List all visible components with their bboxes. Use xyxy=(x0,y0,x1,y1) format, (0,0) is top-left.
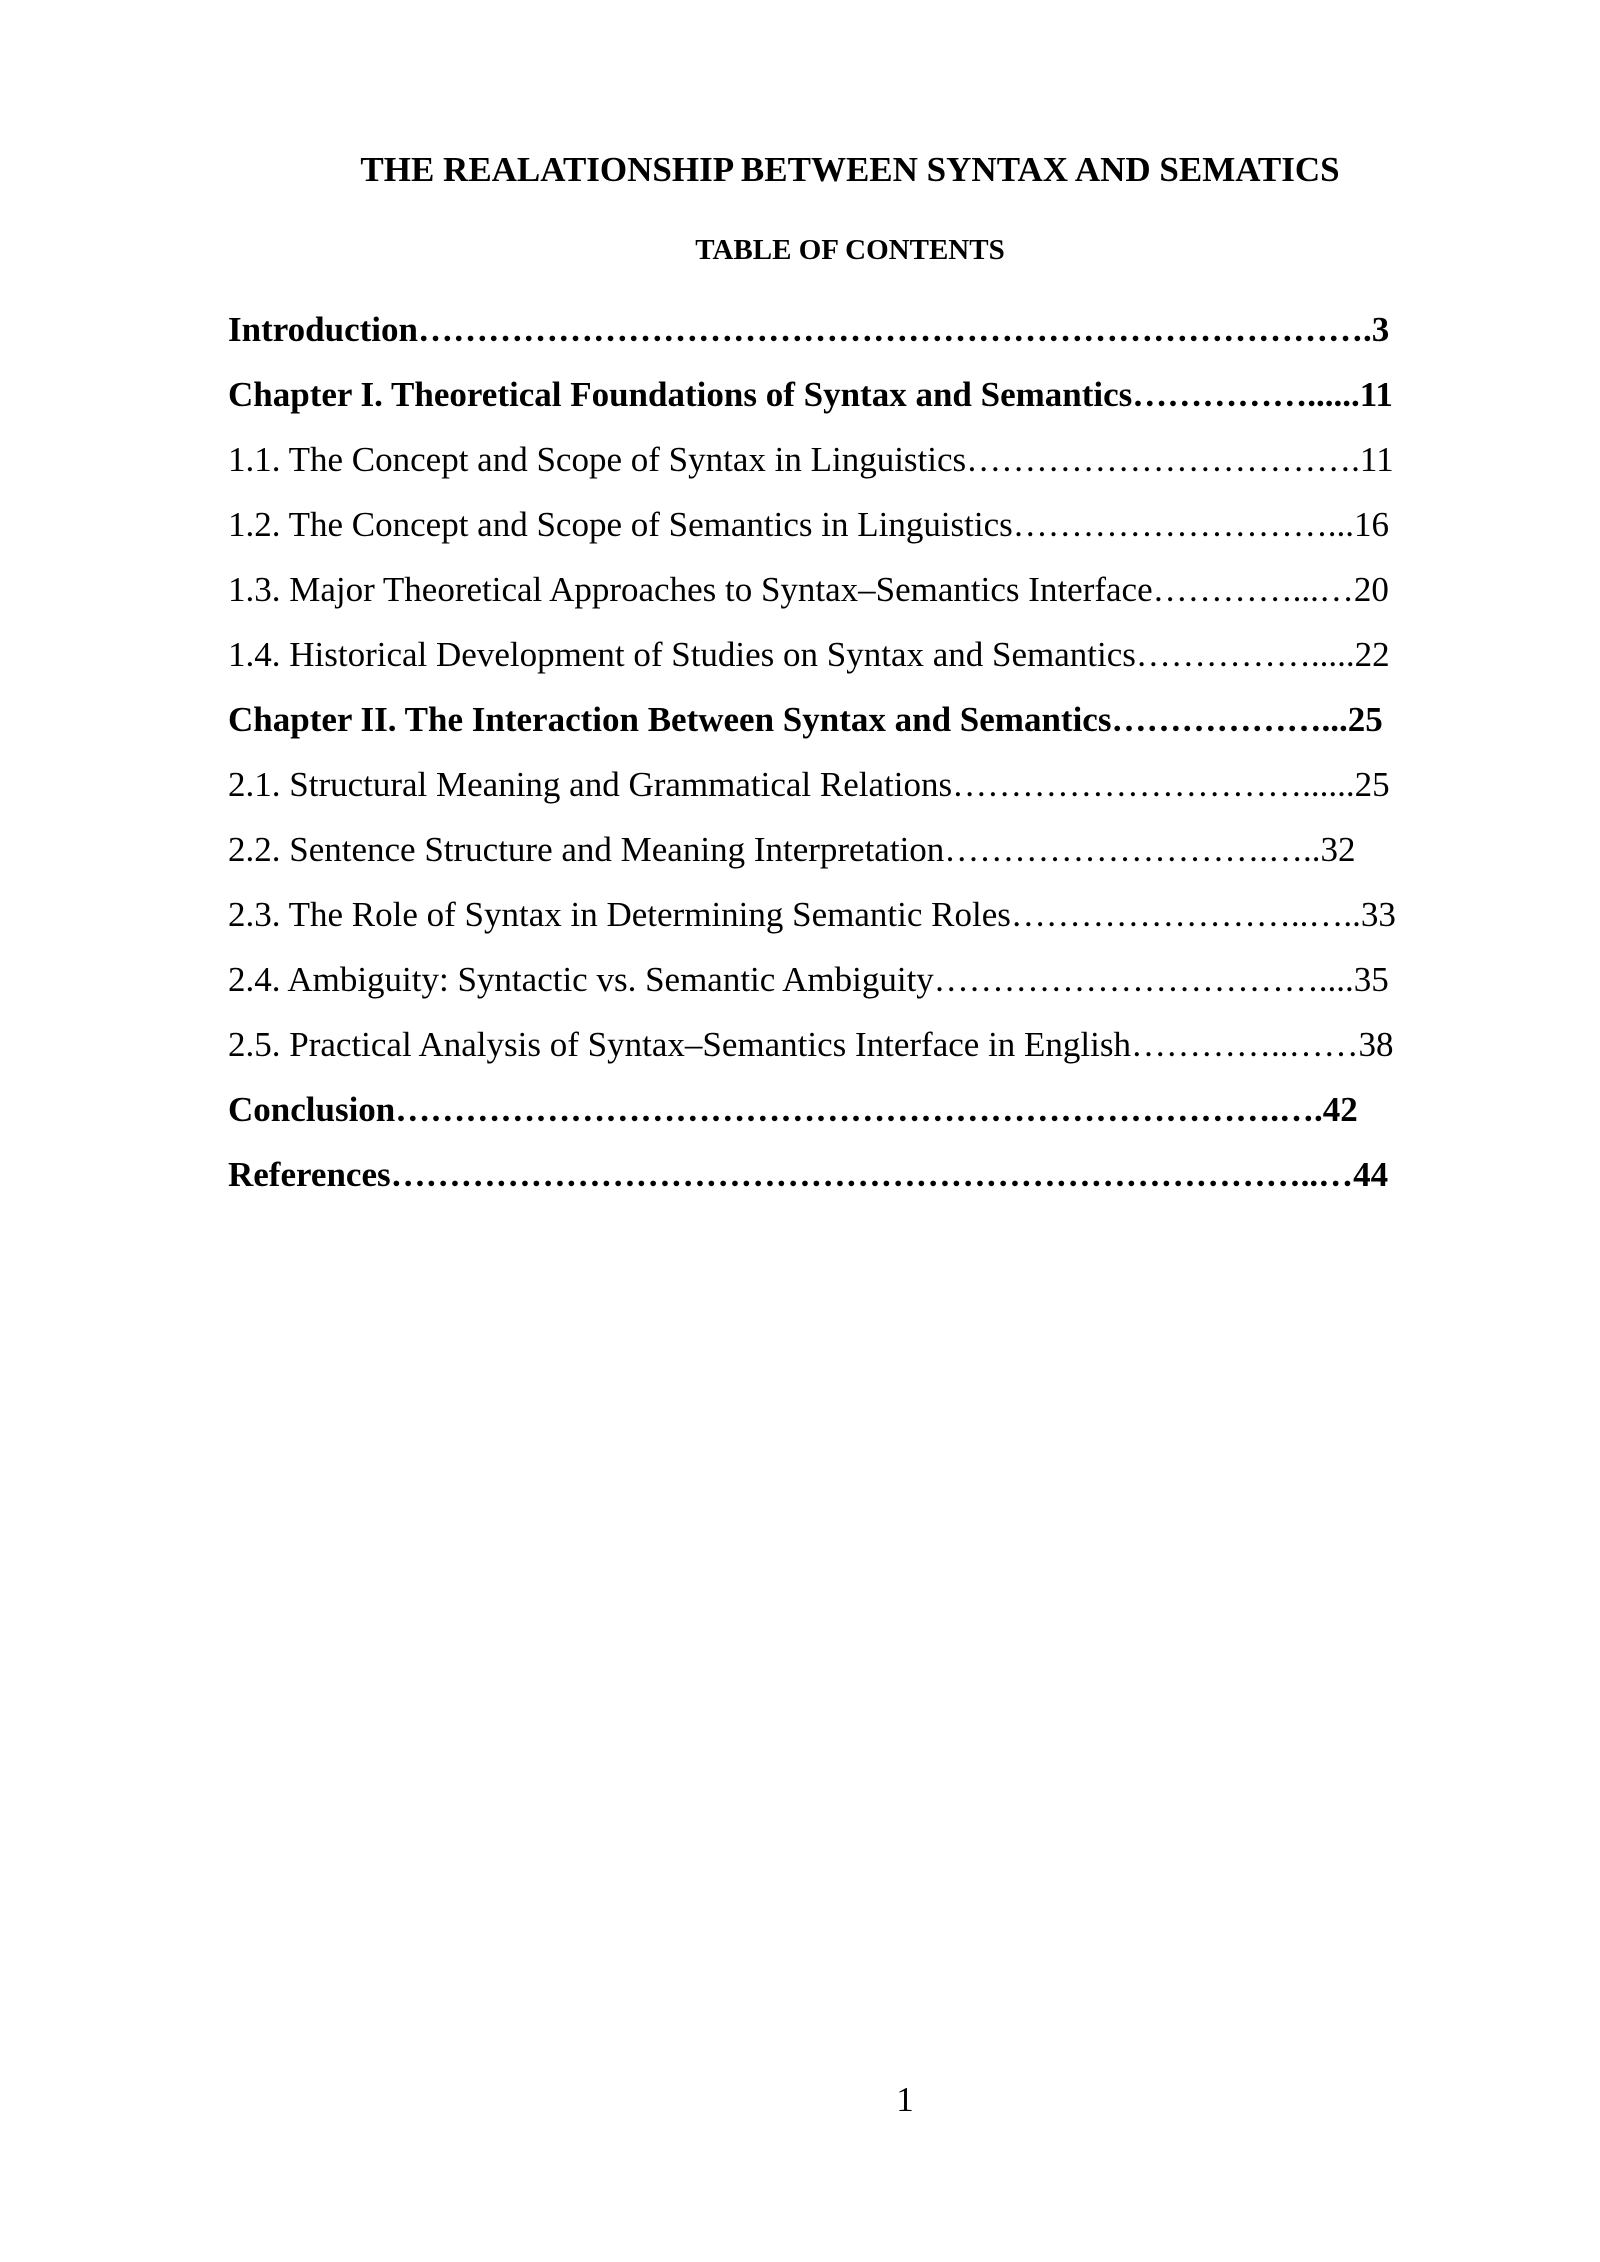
toc-entry-introduction: Introduction……………………………………………………………………….3 xyxy=(228,310,1390,349)
toc-entry-references: References……………………………………………………………………..…44 xyxy=(228,1155,1389,1194)
toc-heading: TABLE OF CONTENTS xyxy=(695,234,1005,266)
toc-entry-section-1-3: 1.3. Major Theoretical Approaches to Syntax–Semantics Interface…………...…20 xyxy=(228,570,1389,609)
toc-entry-conclusion: Conclusion………………………………………………………………….….42 xyxy=(228,1090,1358,1129)
table-of-contents xyxy=(228,302,1518,1212)
toc-entry-section-1-4: 1.4. Historical Development of Studies on Syntax and Semantics…………….....22 xyxy=(228,635,1390,674)
document-title: THE REALATIONSHIP BETWEEN SYNTAX AND SEMATICS xyxy=(360,150,1340,189)
toc-entry-section-2-1: 2.1. Structural Meaning and Grammatical Relations…………………………......25 xyxy=(228,765,1390,804)
toc-entry-chapter-2: Chapter II. The Interaction Between Syntax and Semantics………………...25 xyxy=(228,700,1383,739)
toc-entry-section-2-4: 2.4. Ambiguity: Syntactic vs. Semantic Ambiguity……………………………....35 xyxy=(228,960,1389,999)
toc-entry-section-2-3: 2.3. The Role of Syntax in Determining Semantic Roles……………………..…..33 xyxy=(228,895,1396,934)
page-number: 1 xyxy=(896,2080,914,2119)
toc-entry-section-2-2: 2.2. Sentence Structure and Meaning Interpretation……………………….…..32 xyxy=(228,830,1356,869)
toc-entry-section-1-2: 1.2. The Concept and Scope of Semantics in Linguistics………………………...16 xyxy=(228,505,1390,544)
toc-entry-chapter-1: Chapter I. Theoretical Foundations of Syntax and Semantics……………......11 xyxy=(228,375,1393,414)
toc-entry-section-2-5: 2.5. Practical Analysis of Syntax–Semantics Interface in English…………..……38 xyxy=(228,1025,1394,1064)
toc-entry-section-1-1: 1.1. The Concept and Scope of Syntax in Linguistics…………………………….11 xyxy=(228,440,1394,479)
